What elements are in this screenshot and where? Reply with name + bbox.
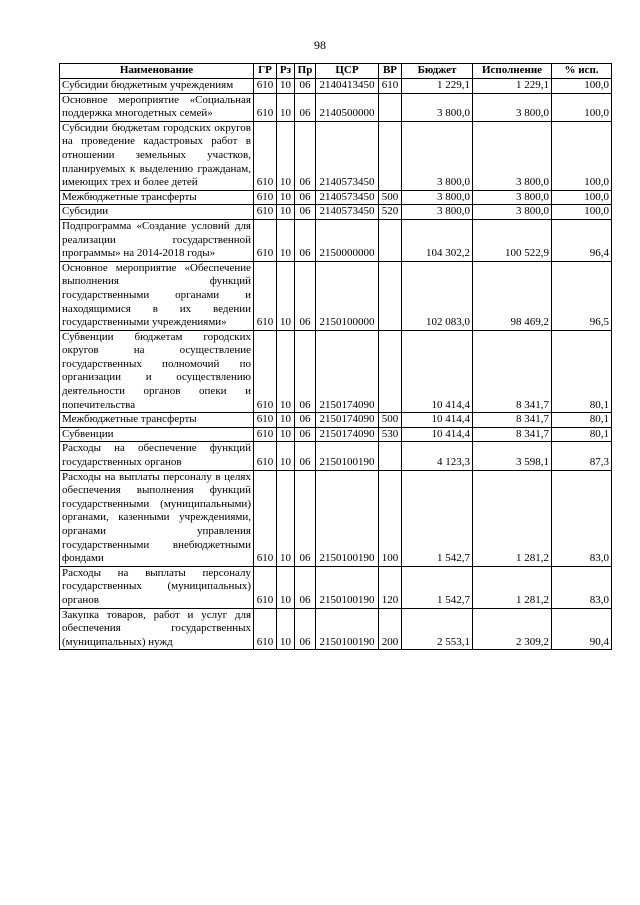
row-name-cell: Субвенции (60, 427, 254, 442)
row-rz-cell: 10 (277, 330, 295, 413)
row-execution-cell: 2 309,2 (473, 608, 552, 650)
row-csr-cell: 2140573450 (316, 121, 379, 190)
row-gr-cell: 610 (254, 219, 277, 261)
row-pr-cell: 06 (295, 413, 316, 428)
table-row (60, 261, 612, 330)
row-name-cell: Субсидии бюджетам городских округов на проведение кадастровых работ в отношении земельных участков, планируемых к выделению гражданам, имеющих трех и более детей (60, 121, 254, 190)
row-csr-cell: 2140573450 (316, 205, 379, 220)
row-gr-cell: 610 (254, 413, 277, 428)
row-budget-cell: 1 542,7 (402, 566, 473, 608)
row-gr-cell: 610 (254, 93, 277, 121)
row-name-cell: Основное мероприятие «Социальная поддержка многодетных семей» (60, 93, 254, 121)
header-execution: Исполнение (473, 64, 552, 79)
row-execution-cell: 3 800,0 (473, 190, 552, 205)
row-csr-cell: 2150100000 (316, 261, 379, 330)
row-execution-cell: 1 229,1 (473, 79, 552, 94)
row-percent-cell: 83,0 (552, 566, 612, 608)
row-execution-cell: 8 341,7 (473, 413, 552, 428)
row-vr-cell (379, 330, 402, 413)
header-pr: Пр (295, 64, 316, 79)
row-budget-cell: 102 083,0 (402, 261, 473, 330)
row-csr-cell: 2150000000 (316, 219, 379, 261)
row-vr-cell (379, 219, 402, 261)
row-pr-cell: 06 (295, 190, 316, 205)
row-vr-cell (379, 93, 402, 121)
row-vr-cell: 500 (379, 413, 402, 428)
row-vr-cell: 120 (379, 566, 402, 608)
row-csr-cell: 2150174090 (316, 330, 379, 413)
row-gr-cell: 610 (254, 442, 277, 470)
row-execution-cell: 3 800,0 (473, 121, 552, 190)
row-execution-cell: 8 341,7 (473, 427, 552, 442)
row-csr-cell: 2140573450 (316, 190, 379, 205)
row-vr-cell: 200 (379, 608, 402, 650)
row-name-cell: Расходы на выплаты персоналу государственных (муниципальных) органов (60, 566, 254, 608)
row-percent-cell: 96,5 (552, 261, 612, 330)
header-name: Наименование (60, 64, 254, 79)
table-row (60, 608, 612, 650)
row-percent-cell: 100,0 (552, 93, 612, 121)
table-header-row (60, 64, 612, 79)
row-gr-cell: 610 (254, 427, 277, 442)
row-vr-cell (379, 261, 402, 330)
row-pr-cell: 06 (295, 608, 316, 650)
row-budget-cell: 10 414,4 (402, 413, 473, 428)
header-vr: ВР (379, 64, 402, 79)
table-row (60, 190, 612, 205)
row-budget-cell: 104 302,2 (402, 219, 473, 261)
table-row (60, 93, 612, 121)
row-budget-cell: 3 800,0 (402, 190, 473, 205)
row-name-cell: Субсидии (60, 205, 254, 220)
row-vr-cell (379, 442, 402, 470)
header-csr: ЦСР (316, 64, 379, 79)
row-name-cell: Расходы на обеспечение функций государственных органов (60, 442, 254, 470)
row-pr-cell: 06 (295, 330, 316, 413)
row-vr-cell: 520 (379, 205, 402, 220)
table-row (60, 79, 612, 94)
budget-execution-table (59, 63, 612, 650)
row-gr-cell: 610 (254, 79, 277, 94)
row-name-cell: Основное мероприятие «Обеспечение выполнения функций государственными органами и находящимися в их ведении государственными учреждениями» (60, 261, 254, 330)
row-rz-cell: 10 (277, 442, 295, 470)
row-pr-cell: 06 (295, 205, 316, 220)
row-pr-cell: 06 (295, 470, 316, 566)
row-budget-cell: 1 229,1 (402, 79, 473, 94)
row-pr-cell: 06 (295, 566, 316, 608)
row-percent-cell: 100,0 (552, 205, 612, 220)
row-csr-cell: 2150174090 (316, 427, 379, 442)
row-budget-cell: 3 800,0 (402, 205, 473, 220)
row-rz-cell: 10 (277, 413, 295, 428)
row-execution-cell: 98 469,2 (473, 261, 552, 330)
row-rz-cell: 10 (277, 470, 295, 566)
header-rz: Рз (277, 64, 295, 79)
row-gr-cell: 610 (254, 261, 277, 330)
row-percent-cell: 80,1 (552, 330, 612, 413)
row-name-cell: Подпрограмма «Создание условий для реализации государственной программы» на 2014-2018 годы» (60, 219, 254, 261)
row-percent-cell: 83,0 (552, 470, 612, 566)
row-name-cell: Межбюджетные трансферты (60, 190, 254, 205)
row-budget-cell: 10 414,4 (402, 427, 473, 442)
row-budget-cell: 10 414,4 (402, 330, 473, 413)
row-vr-cell: 100 (379, 470, 402, 566)
row-vr-cell: 610 (379, 79, 402, 94)
row-gr-cell: 610 (254, 205, 277, 220)
row-execution-cell: 8 341,7 (473, 330, 552, 413)
table-row (60, 427, 612, 442)
row-execution-cell: 3 598,1 (473, 442, 552, 470)
row-pr-cell: 06 (295, 93, 316, 121)
row-percent-cell: 80,1 (552, 413, 612, 428)
row-percent-cell: 100,0 (552, 79, 612, 94)
row-csr-cell: 2150100190 (316, 566, 379, 608)
header-budget: Бюджет (402, 64, 473, 79)
row-gr-cell: 610 (254, 566, 277, 608)
row-execution-cell: 1 281,2 (473, 470, 552, 566)
row-name-cell: Субсидии бюджетным учреждениям (60, 79, 254, 94)
table-row (60, 470, 612, 566)
row-percent-cell: 96,4 (552, 219, 612, 261)
table-row (60, 330, 612, 413)
row-pr-cell: 06 (295, 442, 316, 470)
row-rz-cell: 10 (277, 205, 295, 220)
row-rz-cell: 10 (277, 608, 295, 650)
row-rz-cell: 10 (277, 121, 295, 190)
row-csr-cell: 2140500000 (316, 93, 379, 121)
row-gr-cell: 610 (254, 608, 277, 650)
row-rz-cell: 10 (277, 93, 295, 121)
row-execution-cell: 1 281,2 (473, 566, 552, 608)
row-budget-cell: 1 542,7 (402, 470, 473, 566)
row-vr-cell: 530 (379, 427, 402, 442)
row-percent-cell: 90,4 (552, 608, 612, 650)
page-number: 98 (314, 38, 326, 52)
row-percent-cell: 100,0 (552, 190, 612, 205)
row-budget-cell: 4 123,3 (402, 442, 473, 470)
row-percent-cell: 87,3 (552, 442, 612, 470)
header-percent: % исп. (552, 64, 612, 79)
row-name-cell: Закупка товаров, работ и услуг для обеспечения государственных (муниципальных) нужд (60, 608, 254, 650)
row-gr-cell: 610 (254, 190, 277, 205)
row-csr-cell: 2150174090 (316, 413, 379, 428)
table-row (60, 566, 612, 608)
row-rz-cell: 10 (277, 261, 295, 330)
row-rz-cell: 10 (277, 190, 295, 205)
row-rz-cell: 10 (277, 219, 295, 261)
row-rz-cell: 10 (277, 566, 295, 608)
row-rz-cell: 10 (277, 427, 295, 442)
row-pr-cell: 06 (295, 79, 316, 94)
row-execution-cell: 100 522,9 (473, 219, 552, 261)
row-vr-cell (379, 121, 402, 190)
row-execution-cell: 3 800,0 (473, 205, 552, 220)
row-csr-cell: 2150100190 (316, 470, 379, 566)
row-budget-cell: 2 553,1 (402, 608, 473, 650)
row-rz-cell: 10 (277, 79, 295, 94)
header-gr: ГР (254, 64, 277, 79)
row-name-cell: Субвенции бюджетам городских округов на осуществление государственных полномочий по организации и осуществлению деятельности органов опеки и попечительства (60, 330, 254, 413)
row-csr-cell: 2150100190 (316, 608, 379, 650)
row-execution-cell: 3 800,0 (473, 93, 552, 121)
row-name-cell: Расходы на выплаты персоналу в целях обеспечения выполнения функций государственными (муниципальными) органами, казенными учреждениями, органами управления государственными внебюджетными фондами (60, 470, 254, 566)
row-budget-cell: 3 800,0 (402, 121, 473, 190)
table-row (60, 121, 612, 190)
table-row (60, 442, 612, 470)
row-percent-cell: 80,1 (552, 427, 612, 442)
row-name-cell: Межбюджетные трансферты (60, 413, 254, 428)
row-vr-cell: 500 (379, 190, 402, 205)
row-pr-cell: 06 (295, 427, 316, 442)
row-csr-cell: 2150100190 (316, 442, 379, 470)
row-gr-cell: 610 (254, 121, 277, 190)
row-gr-cell: 610 (254, 470, 277, 566)
row-pr-cell: 06 (295, 261, 316, 330)
table-row (60, 413, 612, 428)
row-gr-cell: 610 (254, 330, 277, 413)
row-pr-cell: 06 (295, 121, 316, 190)
row-budget-cell: 3 800,0 (402, 93, 473, 121)
row-pr-cell: 06 (295, 219, 316, 261)
table-row (60, 205, 612, 220)
row-percent-cell: 100,0 (552, 121, 612, 190)
table-row (60, 219, 612, 261)
row-csr-cell: 2140413450 (316, 79, 379, 94)
